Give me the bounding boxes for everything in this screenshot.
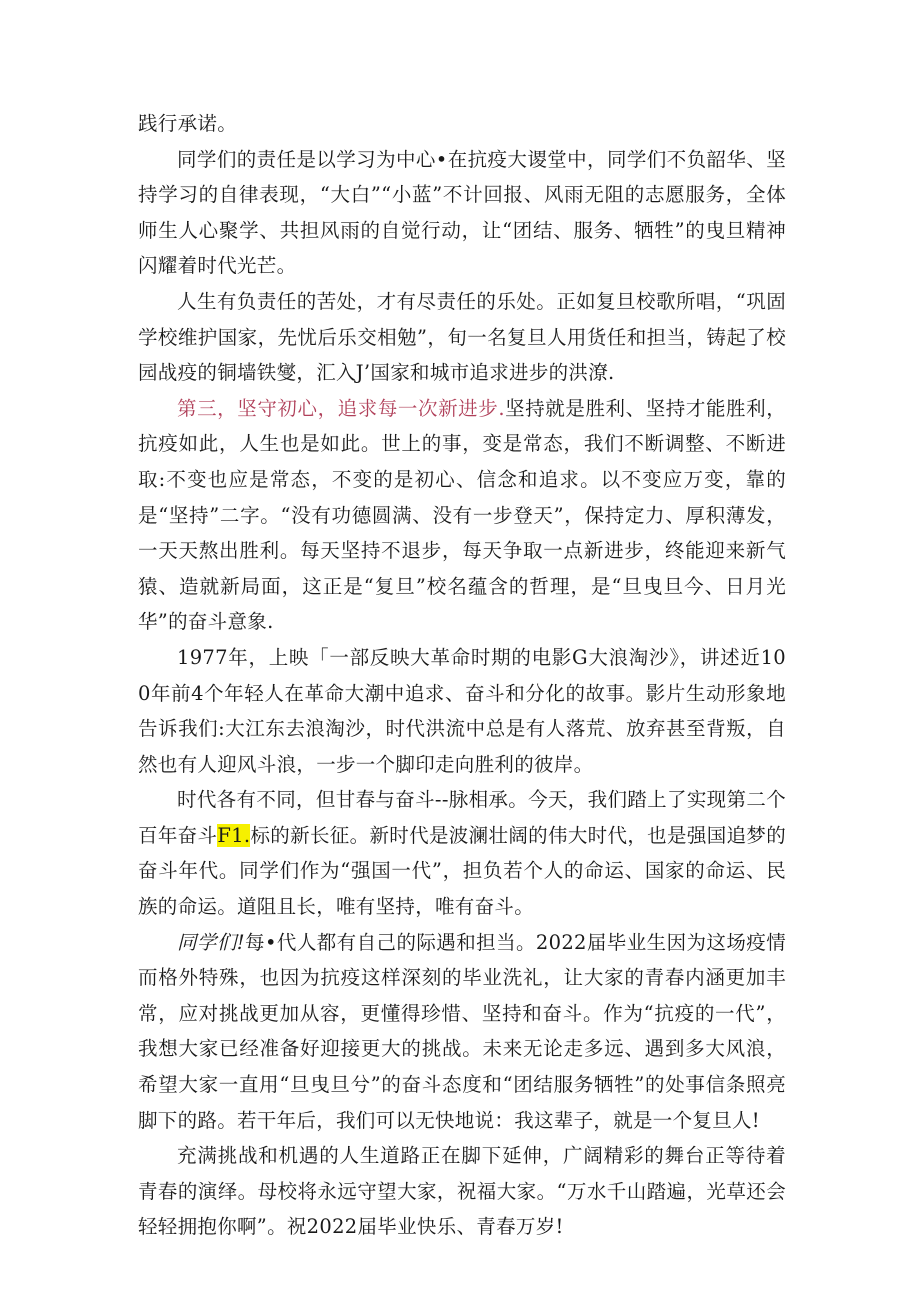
paragraph-closing: 充满挑战和机遇的人生道路正在脚下延伸，广阔精彩的舞台正等待着青春的演绎。母校将永远守望大家，祝福大家。“万水千山踏遍，光草还会轻轻拥抱你啊”。祝2022届毕业快乐、青春万岁! [138, 1144, 786, 1239]
paragraph-third-point [138, 391, 786, 640]
highlighted-text: F1. [217, 823, 251, 847]
section-lead-heading: 第三，坚守初心，追求每一次新进步. [177, 396, 505, 420]
italic-lead: 同学们! [177, 930, 245, 954]
paragraph-student-responsibility: 同学们的责任是以学习为中心•在抗疫大谡堂中，同学们不负韶华、坚持学习的自律表现，“大白”“小蓝”不计回报、风雨无阻的志愿服务，全体师生人心聚学、共担风雨的自觉行动，让“团结、服务、牺牲”的曳旦精神闪耀着时代光芒。 [138, 147, 786, 278]
document-page [138, 106, 786, 1245]
paragraph-continuation: 践行承诺。 [138, 112, 238, 135]
paragraph-life-responsibility: 人生有负责任的苦处，才有尽责任的乐处。正如复旦校歌所唱，“巩固学校维护国家，先忧后乐交相勉”，旬一名复旦人用货任和担当，铸起了校园战疫的铜墙铁燮，汇入J’国家和城市追求进步的洪潦. [138, 289, 786, 385]
paragraph-body: 坚持就是胜利、坚持才能胜利，抗疫如此，人生也是如此。世上的事，变是常态，我们不断调整、不断进取:不变也应是常态，不变的是初心、信念和追求。以不变应万变，靠的是“坚持”二字。“没有功德圆满、没有一步登天”，保持定力、厚积薄发，一天天熬出胜利。每天坚持不退步，每天争取一点新进步，终能迎来新气猿、造就新局面，这正是“复旦”校名蕴含的哲理，是“旦曳旦今、日月光华”的奋斗意象. [138, 396, 786, 634]
paragraph-body: 每•代人都有自己的际遇和担当。2022届毕业生因为这场疫情而格外特殊，也因为抗疫这样深刻的毕业洗礼，让大家的青春内涵更加丰常，应对挑战更加从容，更懂得珍惜、坚持和奋斗。作为“抗疫的一代”，我想大家已经准备好迎接更大的挑战。未来无论走多远、遇到多大风浪，希望大家一直用“旦曳旦兮”的奋斗态度和“团结服务牺牲”的处事信条照亮脚下的路。若干年后，我们可以无快地说：我这辈子，就是一个复旦人! [138, 930, 786, 1132]
paragraph-body-before: 时代各有不同，但甘春与奋斗--脉相承。今天，我们踏上了实现第二个百年奋斗 [138, 788, 786, 847]
paragraph-film-1977: 1977年，上映「一部反映大革命时期的电影G大浪淘沙》，讲述近100年前4个年轻人在革命大潮中追求、奋斗和分化的故事。影片生动形象地告诉我们:大江东去浪淘沙，时代洪流中总是有人落荒、放弃甚至背叛，自然也有人迎风斗浪，一步一个脚印走向胜利的彼岸。 [138, 645, 786, 776]
paragraph-classmates [138, 925, 786, 1139]
paragraph-new-era [138, 782, 786, 924]
paragraph-body-after: 标的新长征。新时代是波澜壮阔的伟大时代，也是强国追梦的奋斗年代。同学们作为“强国一代”，担负若个人的命运、国家的命运、民族的命运。道阻且长，唯有坚持，唯有奋斗。 [138, 823, 786, 919]
